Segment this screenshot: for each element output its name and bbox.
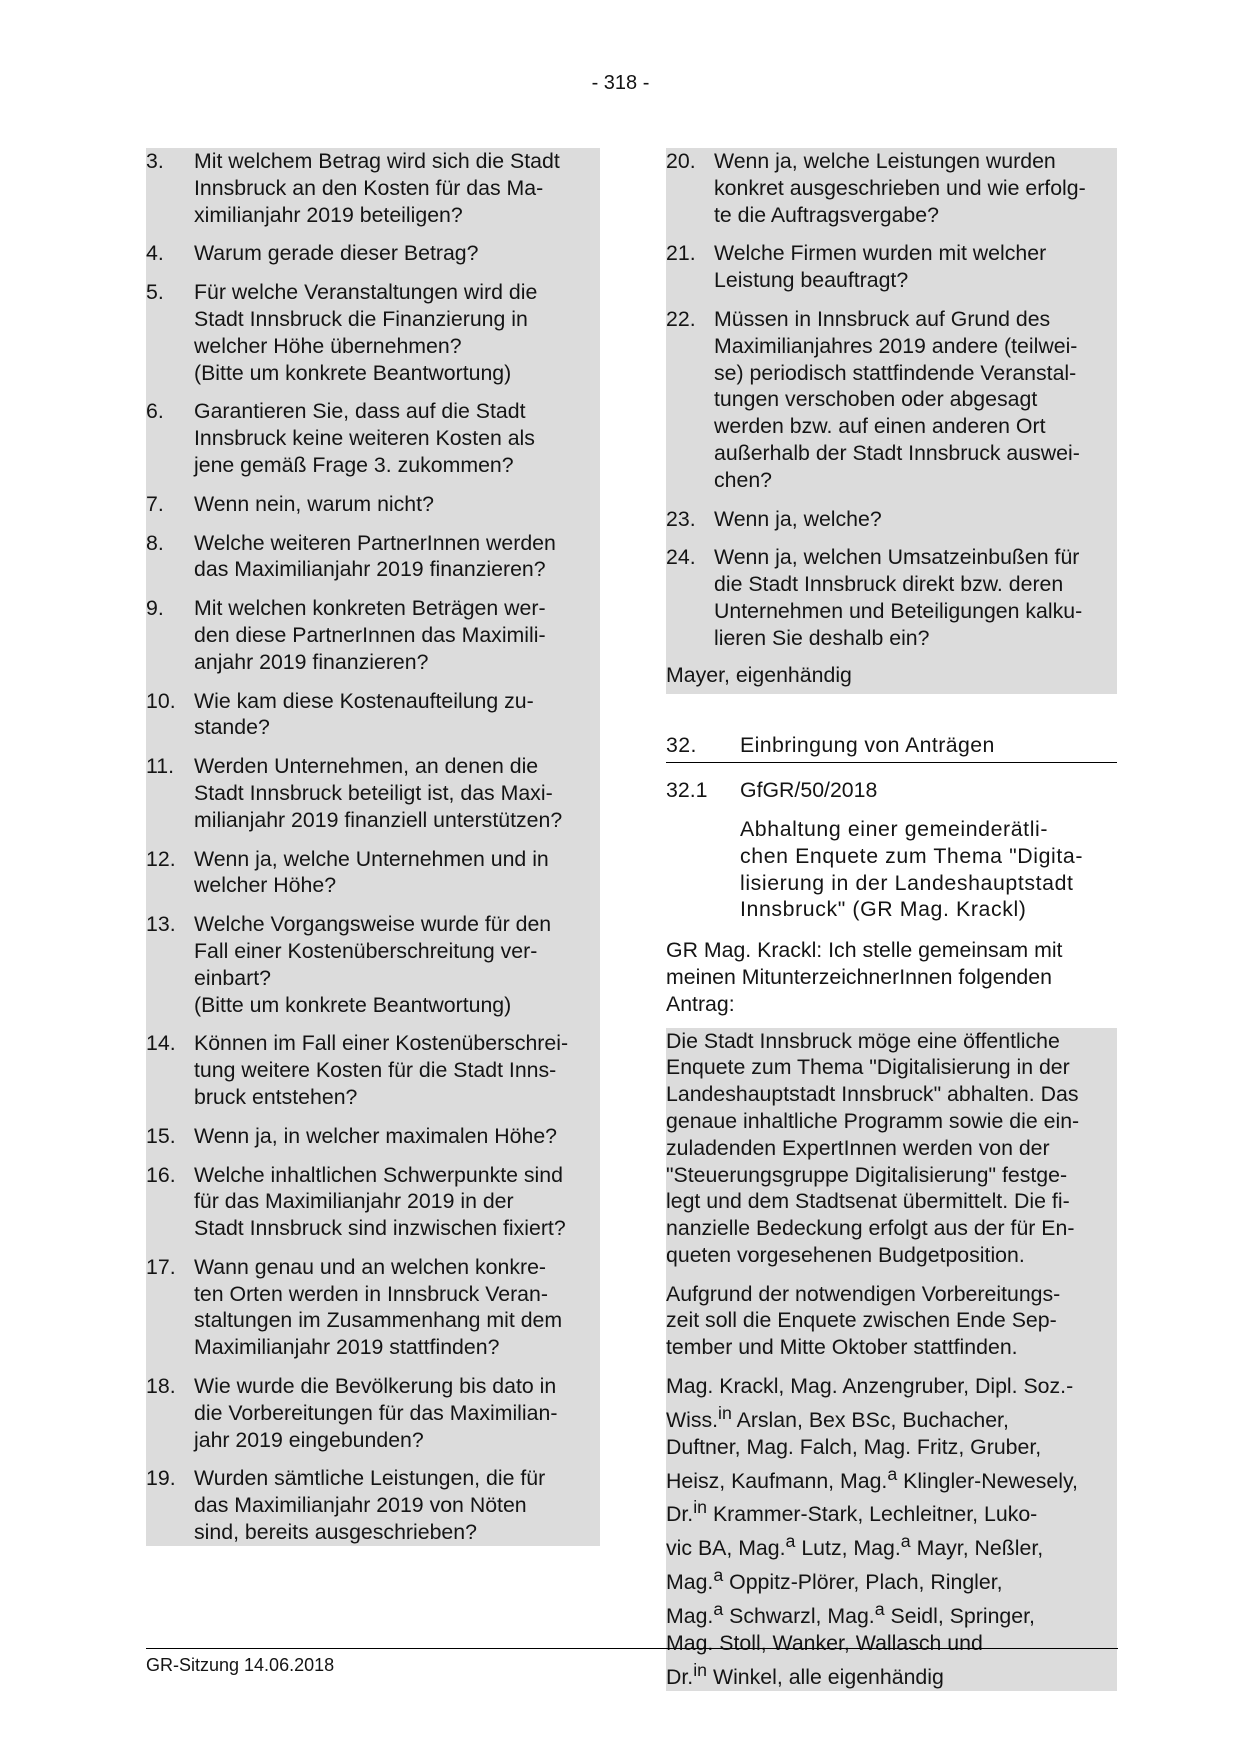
question-item [146, 1123, 600, 1150]
question-number: 16. [146, 1162, 176, 1187]
question-text: Wenn ja, welche? [714, 506, 882, 531]
question-text: Wenn ja, welche Leistungen wurden konkret ausgeschrieben und wie erfolg- te die Auftragsvergabe? [714, 149, 1086, 227]
question-text: Welche inhaltlichen Schwerpunkte sind für das Maximilianjahr 2019 in der Stadt Innsbruck sind inzwischen fixiert? [194, 1162, 566, 1241]
question-item [146, 1030, 600, 1110]
question-number: 4. [146, 241, 164, 266]
question-number: 11. [146, 754, 175, 779]
question-number: 8. [146, 530, 164, 555]
question-number: 3. [146, 149, 164, 173]
signatory-line: Mag. Krackl, Mag. Anzengruber, Dipl. Soz.- [666, 1374, 1074, 1399]
question-text: Mit welchen konkreten Beträgen wer- den diese PartnerInnen das Maximili- anjahr 2019 finanzieren? [194, 596, 546, 674]
signatory-line: Dr.$^{in}$ Krammer-Stark, Lechleitner, Luko- [666, 1497, 1038, 1527]
motion-text-block [666, 1028, 1117, 1691]
signatory-line: vic BA, Mag.$^a$ Lutz, Mag.$^a$ Mayr, Neßler, [666, 1531, 1044, 1561]
question-item [666, 544, 1117, 651]
question-text: Wenn nein, warum nicht? [194, 491, 434, 516]
question-item [146, 491, 600, 518]
signatory-line: Heisz, Kaufmann, Mag.$^a$ Klingler-Newesely, [666, 1463, 1078, 1493]
question-text: Können im Fall einer Kostenüberschrei- tung weitere Kosten für die Stadt Inns- bruck entstehen? [194, 1031, 569, 1109]
subsection-heading [666, 777, 1117, 804]
question-text: Wenn ja, welchen Umsatzeinbußen für die Stadt Innsbruck direkt bzw. deren Unternehmen und Beteiligungen kalku- lieren Sie deshalb ein? [714, 545, 1083, 650]
question-item [146, 1465, 600, 1545]
left-column-questions [146, 148, 600, 1546]
question-number: 7. [146, 491, 164, 516]
question-item [146, 1373, 600, 1453]
right-column [666, 148, 1117, 1691]
question-text: Müssen in Innsbruck auf Grund des Maximilianjahres 2019 andere (teilwei- se) periodisch stattfindende Veranstal- tungen verschoben oder abgesagt werden bzw. auf einen anderen Ort außerhalb der Stadt Innsbruck auswei- chen? [714, 306, 1080, 492]
question-text: Wurden sämtliche Leistungen, die für das Maximilianjahr 2019 von Nöten sind, bereits ausgeschrieben? [194, 1466, 546, 1545]
question-item [146, 753, 600, 833]
question-item [146, 148, 600, 228]
question-item [146, 398, 600, 478]
question-text: Wenn ja, welche Unternehmen und in welcher Höhe? [194, 846, 549, 898]
question-text: Garantieren Sie, dass auf die Stadt Innsbruck keine weiteren Kosten als jene gemäß Frage 3. zukommen? [194, 399, 535, 477]
motion-paragraph: Aufgrund der notwendigen Vorbereitungs- zeit soll die Enquete zwischen Ende Sep- tember und Mitte Oktober stattfinden. [666, 1281, 1061, 1360]
signatory-line: Dr.$^{in}$ Winkel, alle eigenhändig [666, 1659, 944, 1689]
question-list-right [666, 148, 1117, 652]
question-item [146, 595, 600, 675]
question-text: Welche weiteren PartnerInnen werden das Maximilianjahr 2019 finanzieren? [194, 530, 556, 582]
signatory-line: Mag.$^a$ Schwarzl, Mag.$^a$ Seidl, Springer, [666, 1599, 1035, 1629]
author-signature: Mayer, eigenhändig [666, 662, 852, 687]
question-block-right [666, 148, 1117, 694]
question-number: 24. [666, 545, 696, 570]
question-number: 19. [146, 1466, 176, 1491]
question-text: Werden Unternehmen, an denen die Stadt Innsbruck beteiligt ist, das Maxi- milianjahr 2019 finanziell unterstützen? [194, 754, 563, 832]
page-footer: GR-Sitzung 14.06.2018 [146, 1648, 1118, 1676]
question-text: Welche Firmen wurden mit welcher Leistung beauftragt? [714, 241, 1047, 293]
subsection-number: 32.1 [666, 778, 708, 803]
question-item [146, 1254, 600, 1361]
question-text: Warum gerade dieser Betrag? [194, 241, 479, 266]
question-number: 5. [146, 280, 164, 305]
question-number: 9. [146, 596, 164, 621]
question-number: 10. [146, 688, 176, 713]
section-number: 32. [666, 733, 697, 758]
question-number: 18. [146, 1374, 176, 1399]
question-text: Wie kam diese Kostenaufteilung zu- stande? [194, 688, 534, 740]
question-number: 13. [146, 912, 176, 937]
question-number: 23. [666, 506, 696, 531]
section-heading [666, 732, 1117, 763]
page-number: - 318 - [591, 72, 650, 94]
question-number: 14. [146, 1031, 176, 1056]
signatory-line: Wiss.$^{in}$ Arslan, Bex BSc, Buchacher, [666, 1402, 1009, 1432]
section-title: Einbringung von Anträgen [740, 733, 995, 758]
question-number: 21. [666, 241, 696, 266]
question-text: Wenn ja, in welcher maximalen Höhe? [194, 1123, 558, 1148]
subsection-title: Abhaltung einer gemeinderätli- chen Enquete zum Thema "Digita- lisierung in der Landeshauptstadt Innsbruck" (GR Mag. Krackl) [740, 816, 1084, 922]
question-item [146, 279, 600, 386]
signatory-line: Duftner, Mag. Falch, Mag. Fritz, Gruber, [666, 1434, 1042, 1459]
question-item [666, 306, 1117, 494]
question-text: Wie wurde die Bevölkerung bis dato in die Vorbereitungen für das Maximilian- jahr 2019 eingebunden? [194, 1374, 558, 1452]
signatories [666, 1373, 1117, 1691]
question-number: 12. [146, 846, 176, 871]
question-item [146, 688, 600, 742]
question-item [146, 1162, 600, 1242]
motion-paragraph: Die Stadt Innsbruck möge eine öffentliche Enquete zum Thema "Digitalisierung in der Landeshauptstadt Innsbruck" abhalten. Das genaue inhaltliche Programm sowie die ein- zuladenden ExpertInnen werden von der "Steuerungsgruppe Digitalisierung" festge- legt und dem Stadtsenat übermittelt. Die fi- nanzielle Bedeckung erfolgt aus der für En- queten vorgesehenen Budgetposition. [666, 1028, 1080, 1267]
question-number: 6. [146, 399, 164, 424]
subsection-reference: GfGR/50/2018 [740, 778, 878, 803]
question-item [146, 911, 600, 1018]
question-item [666, 148, 1117, 228]
question-item [146, 530, 600, 584]
signatory-line: Mag. Stoll, Wanker, Wallasch und [666, 1631, 983, 1656]
question-item [146, 240, 600, 267]
question-item [146, 846, 600, 900]
question-number: 17. [146, 1254, 176, 1279]
question-list-left [146, 148, 600, 1546]
question-number: 22. [666, 306, 696, 331]
question-text: Wann genau und an welchen konkre- ten Orten werden in Innsbruck Veran- staltungen im Zusammenhang mit dem Maximilianjahr 2019 stattfinden? [194, 1254, 563, 1360]
motion-intro: GR Mag. Krackl: Ich stelle gemeinsam mit meinen MitunterzeichnerInnen folgenden Antrag: [666, 938, 1063, 1016]
question-item [666, 506, 1117, 533]
signatory-line: Mag.$^a$ Oppitz-Plörer, Plach, Ringler, [666, 1565, 1003, 1595]
question-number: 20. [666, 149, 696, 173]
question-text: Welche Vorgangsweise wurde für den Fall einer Kostenüberschreitung ver- einbart? (Bitte um konkrete Beantwortung) [194, 912, 552, 1017]
question-text: Mit welchem Betrag wird sich die Stadt Innsbruck an den Kosten für das Ma- ximilianjahr 2019 beteiligen? [194, 149, 560, 227]
question-text: Für welche Veranstaltungen wird die Stadt Innsbruck die Finanzierung in welcher Höhe übernehmen? (Bitte um konkrete Beantwortung) [194, 280, 538, 385]
question-number: 15. [146, 1123, 176, 1148]
question-item [666, 240, 1117, 294]
